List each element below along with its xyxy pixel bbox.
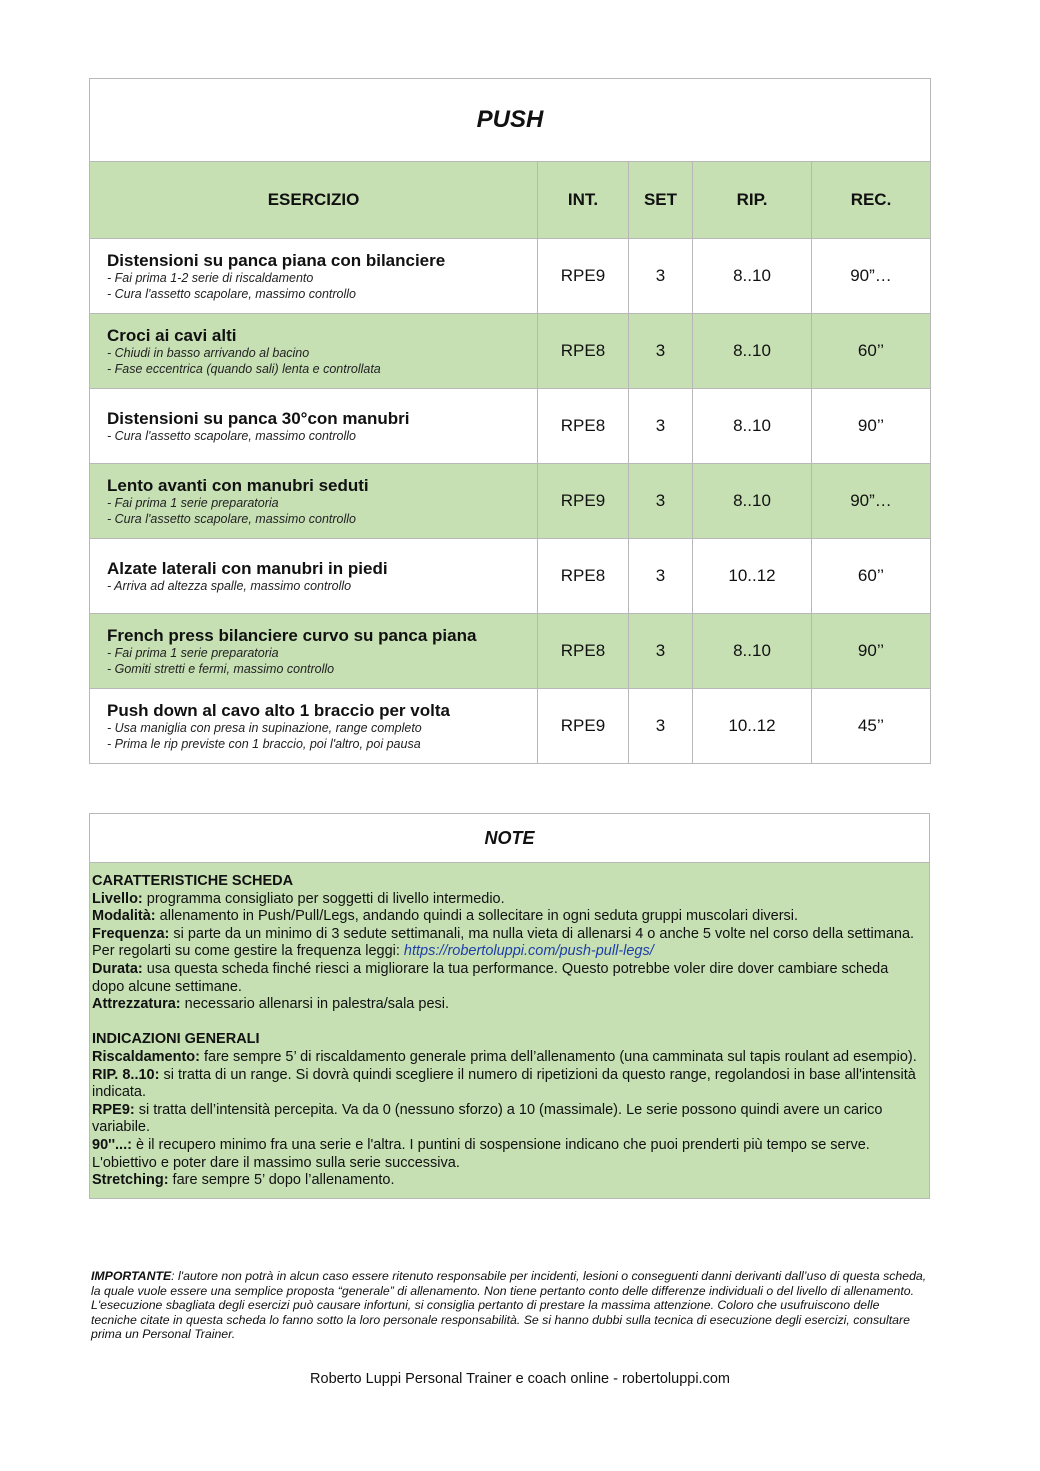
- table-row: [90, 539, 931, 614]
- reps-cell: 10..12: [693, 539, 812, 614]
- spacer: [92, 1014, 921, 1032]
- note-stretching: [92, 1172, 921, 1190]
- exercise-note: - Gomiti stretti e fermi, massimo controllo: [107, 661, 335, 676]
- column-header-esercizio: ESERCIZIO: [90, 162, 538, 239]
- workout-table: [89, 78, 931, 764]
- note-rpe: [92, 1102, 921, 1137]
- note-text: programma consigliato per soggetti di livello intermedio.: [142, 890, 505, 907]
- reps-cell: 8..10: [693, 614, 812, 689]
- column-header-int: INT.: [538, 162, 629, 239]
- note-label: Stretching:: [92, 1172, 169, 1189]
- intensity-cell: RPE9: [538, 689, 629, 764]
- note-label: Modalità:: [92, 908, 156, 925]
- rest-cell: 45’’: [812, 689, 931, 764]
- exercise-name: Distensioni su panca 30°con manubri: [107, 408, 410, 428]
- note-modalita: [92, 908, 921, 926]
- page-footer: Roberto Luppi Personal Trainer e coach online - robertoluppi.com: [310, 1371, 730, 1387]
- note-label: Riscaldamento:: [92, 1048, 200, 1065]
- exercise-cell: [90, 389, 538, 464]
- exercise-name: Croci ai cavi alti: [107, 325, 237, 345]
- exercise-cell: [90, 614, 538, 689]
- push-pull-legs-link[interactable]: https://robertoluppi.com/push-pull-legs/: [403, 943, 654, 960]
- exercise-cell: [90, 539, 538, 614]
- note-text: si tratta dell’intensità percepita. Va da 0 (nessuno sforzo) a 10 (massimale). Le serie possono quindi avere un carico variabile.: [92, 1101, 883, 1136]
- note-text: necessario allenarsi in palestra/sala pesi.: [180, 996, 450, 1013]
- exercise-note: - Fai prima 1-2 serie di riscaldamento: [107, 270, 314, 285]
- rest-cell: 60’’: [812, 314, 931, 389]
- table-row: [90, 689, 931, 764]
- notes-title: NOTE: [90, 814, 929, 863]
- section-heading: CARATTERISTICHE SCHEDA: [92, 873, 294, 889]
- note-label: Durata:: [92, 960, 143, 977]
- table-row: [90, 314, 931, 389]
- table-row: [90, 389, 931, 464]
- exercise-note: - Prima le rip previste con 1 braccio, poi l'altro, poi pausa: [107, 736, 421, 751]
- rest-cell: 90”…: [812, 464, 931, 539]
- exercise-note: - Usa maniglia con presa in supinazione, range completo: [107, 720, 422, 735]
- note-text: si parte da un minimo di 3 sedute settimanali, ma nulla vieta di allenarsi 4 o anche 5 volte nel corso della settimana. Per regolarti su come gestire la frequenza leggi:: [92, 925, 915, 960]
- reps-cell: 8..10: [693, 464, 812, 539]
- sets-cell: 3: [629, 389, 693, 464]
- exercise-note: - Arriva ad altezza spalle, massimo controllo: [107, 578, 352, 593]
- note-label: Attrezzatura:: [92, 996, 181, 1013]
- note-label: 90''...:: [92, 1136, 132, 1153]
- exercise-name: Lento avanti con manubri seduti: [107, 475, 369, 495]
- sets-cell: 3: [629, 689, 693, 764]
- note-riscaldamento: [92, 1049, 921, 1067]
- intensity-cell: RPE8: [538, 539, 629, 614]
- reps-cell: 8..10: [693, 389, 812, 464]
- column-header-rip: RIP.: [693, 162, 812, 239]
- note-attrezzatura: [92, 996, 921, 1014]
- note-label: Livello:: [92, 890, 143, 907]
- note-rip: [92, 1067, 921, 1102]
- note-label: Frequenza:: [92, 925, 170, 942]
- sets-cell: 3: [629, 614, 693, 689]
- exercise-name: French press bilanciere curvo su panca piana: [107, 625, 477, 645]
- note-livello: [92, 891, 921, 909]
- notes-box: [89, 813, 930, 1199]
- note-recupero: [92, 1137, 921, 1172]
- sets-cell: 3: [629, 539, 693, 614]
- column-header-set: SET: [629, 162, 693, 239]
- rest-cell: 60’’: [812, 539, 931, 614]
- note-text: allenamento in Push/Pull/Legs, andando quindi a sollecitare in ogni seduta gruppi muscolari diversi.: [155, 908, 799, 925]
- disclaimer-label: IMPORTANTE: [91, 1269, 172, 1283]
- exercise-note: - Chiudi in basso arrivando al bacino: [107, 345, 310, 360]
- table-row: [90, 464, 931, 539]
- sets-cell: 3: [629, 464, 693, 539]
- rest-cell: 90”…: [812, 239, 931, 314]
- page-title: PUSH: [90, 79, 931, 162]
- note-text: è il recupero minimo fra una serie e l'altra. I puntini di sospensione indicano che puoi prenderti più tempo se serve. L'obiettivo e poter dare il massimo sulla serie successiva.: [92, 1136, 870, 1171]
- exercise-name: Alzate laterali con manubri in piedi: [107, 558, 388, 578]
- intensity-cell: RPE8: [538, 314, 629, 389]
- intensity-cell: RPE9: [538, 239, 629, 314]
- exercise-name: Push down al cavo alto 1 braccio per volta: [107, 700, 450, 720]
- reps-cell: 8..10: [693, 314, 812, 389]
- exercise-cell: [90, 314, 538, 389]
- exercise-note: - Cura l'assetto scapolare, massimo controllo: [107, 286, 357, 301]
- exercise-note: - Cura l'assetto scapolare, massimo controllo: [107, 511, 357, 526]
- intensity-cell: RPE8: [538, 614, 629, 689]
- sets-cell: 3: [629, 314, 693, 389]
- note-text: si tratta di un range. Si dovrà quindi scegliere il numero di ripetizioni da questo range, regolandosi in base all'intensità indicata.: [92, 1066, 916, 1101]
- rest-cell: 90’’: [812, 614, 931, 689]
- exercise-note: - Cura l'assetto scapolare, massimo controllo: [107, 428, 357, 443]
- exercise-note: - Fai prima 1 serie preparatoria: [107, 645, 279, 660]
- table-row: [90, 239, 931, 314]
- disclaimer: [91, 1269, 927, 1342]
- table-header: [90, 162, 931, 239]
- note-text: usa questa scheda finché riesci a migliorare la tua performance. Questo potrebbe voler dire dover cambiare scheda dopo alcune settimane.: [92, 960, 889, 995]
- exercise-note: - Fase eccentrica (quando sali) lenta e controllata: [107, 361, 381, 376]
- section-heading: INDICAZIONI GENERALI: [92, 1031, 260, 1048]
- intensity-cell: RPE9: [538, 464, 629, 539]
- table-row: [90, 614, 931, 689]
- note-text: fare sempre 5’ di riscaldamento generale prima dell’allenamento (una camminata sul tapis roulant ad esempio).: [199, 1048, 917, 1065]
- notes-body: [90, 863, 929, 1198]
- exercise-name: Distensioni su panca piana con bilanciere: [107, 250, 446, 270]
- note-text: fare sempre 5’ dopo l’allenamento.: [168, 1172, 395, 1189]
- reps-cell: 8..10: [693, 239, 812, 314]
- exercise-cell: [90, 689, 538, 764]
- column-header-rec: REC.: [812, 162, 931, 239]
- exercise-cell: [90, 464, 538, 539]
- exercise-note: - Fai prima 1 serie preparatoria: [107, 495, 279, 510]
- exercise-cell: [90, 239, 538, 314]
- note-label: RPE9:: [92, 1101, 135, 1118]
- sets-cell: 3: [629, 239, 693, 314]
- note-label: RIP. 8..10:: [92, 1066, 160, 1083]
- disclaimer-text: : l'autore non potrà in alcun caso essere ritenuto responsabile per incidenti, lesioni o conseguenti danni derivanti dall’uso di questa scheda, la quale vuole essere una semplice proposta “generale” di allenamento. Non tiene pertanto conto delle differenze individuali o del livello di allenamento. L'esecuzione sbagliata degli esercizi può causare infortuni, si consiglia pertanto di prestare la massima attenzione. Coloro che usufruiscono delle tecniche citate in questa scheda lo fanno sotto la loro personale responsabilità. Se si hanno dubbi sulla tecnica di esecuzione degli esercizi, consultare prima un Personal Trainer.: [91, 1269, 927, 1341]
- reps-cell: 10..12: [693, 689, 812, 764]
- intensity-cell: RPE8: [538, 389, 629, 464]
- note-durata: [92, 961, 921, 996]
- rest-cell: 90’’: [812, 389, 931, 464]
- note-frequenza: [92, 926, 921, 961]
